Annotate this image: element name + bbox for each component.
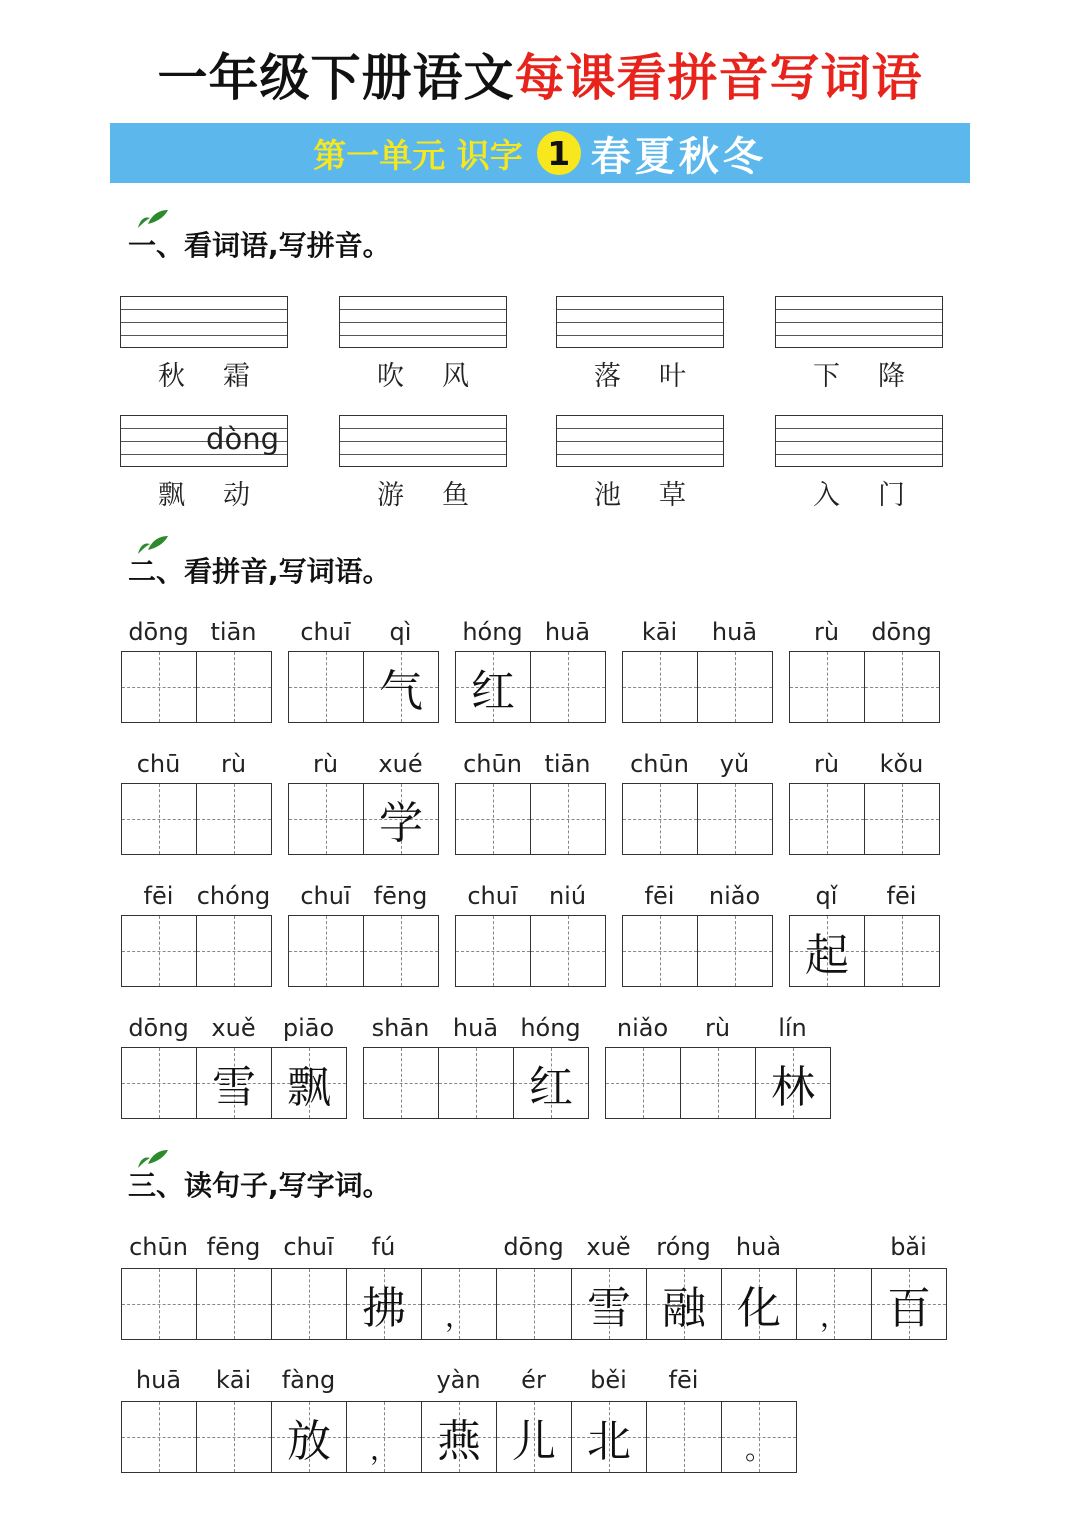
pinyin-syllable: hóng [520,1014,581,1042]
character-grid [121,783,272,855]
pinyin-row [455,618,605,646]
pinyin-syllable: qì [389,618,412,646]
punctuation-mark: ， [819,1300,848,1333]
guide-line [234,1402,235,1472]
writing-cell[interactable] [531,916,606,986]
given-character: 放 [287,1416,331,1467]
writing-cell[interactable] [865,784,940,854]
word-characters [775,473,943,512]
writing-cell[interactable] [790,916,865,986]
pinyin-syllable: chūn [630,750,689,778]
guide-line [902,916,903,986]
guide-line [159,1269,160,1339]
pinyin-syllable: rù [220,750,247,778]
given-character: 燕 [437,1416,481,1467]
writing-cell[interactable] [531,652,606,722]
section-3-title: 三、读句子,写字词。 [128,1169,391,1202]
given-character: 红 [529,1062,573,1113]
pinyin-row [288,750,438,778]
guide-line [234,1269,235,1339]
ruled-line [121,322,287,323]
writing-cell[interactable] [456,652,531,722]
character-grid [622,651,773,723]
writing-cell[interactable] [623,784,698,854]
pinyin-writing-box[interactable] [775,296,943,348]
pinyin-syllable: fēng [206,1233,261,1261]
guide-line [309,1269,310,1339]
sentence-grid [121,1401,797,1473]
pinyin-syllable: rù [312,750,339,778]
writing-cell[interactable] [531,784,606,854]
ruled-line [340,454,506,455]
ruled-line [557,335,723,336]
guide-line [718,1048,719,1118]
pinyin-row [455,882,605,910]
character-grid [789,783,940,855]
pinyin-syllable: huā [135,1366,182,1394]
guide-line [643,1048,644,1118]
pinyin-syllable [346,1366,421,1394]
writing-cell[interactable] [698,916,773,986]
unit-label: 第一单元 识字 [313,135,523,175]
word-characters [556,473,724,512]
guide-line [902,652,903,722]
lesson-title: 春夏秋冬 [590,133,767,180]
pinyin-syllable: qǐ [815,882,838,910]
writing-cell[interactable] [289,916,364,986]
pinyin-syllable: xuě [211,1014,256,1042]
pinyin-syllable: chuī [300,618,351,646]
writing-cell[interactable] [865,652,940,722]
guide-line [234,784,235,854]
writing-cell[interactable] [790,784,865,854]
pinyin-writing-box[interactable] [120,415,288,467]
ruled-line [340,309,506,310]
writing-cell[interactable] [289,652,364,722]
writing-cell[interactable] [872,1269,947,1339]
guide-line [234,916,235,986]
character-grid [622,915,773,987]
page-title [0,38,1080,110]
given-character: 儿 [512,1416,556,1467]
pinyin-syllable: huà [735,1233,782,1261]
ruled-line [340,335,506,336]
character: 门 [878,480,905,511]
pinyin-syllable: piāo [282,1014,335,1042]
pinyin-syllable: ér [521,1366,546,1394]
pinyin-syllable [421,1233,496,1261]
writing-cell[interactable] [623,916,698,986]
guide-line [660,652,661,722]
section-1-title: 一、看词语,写拼音。 [128,229,391,262]
writing-cell[interactable] [289,784,364,854]
pinyin-row [789,750,939,778]
pinyin-syllable: fēng [373,882,428,910]
pinyin-syllable: niǎo [616,1014,669,1042]
pinyin-syllable: chuī [300,882,351,910]
writing-cell[interactable] [572,1269,647,1339]
guide-line [493,916,494,986]
ruled-line [121,335,287,336]
pinyin-row [121,750,271,778]
guide-line [159,1402,160,1472]
writing-cell[interactable] [647,1269,722,1339]
character: 动 [223,480,250,511]
pinyin-syllable: hóng [462,618,523,646]
pinyin-row [121,1233,946,1261]
pinyin-writing-box[interactable] [120,296,288,348]
pinyin-writing-box[interactable] [339,296,507,348]
pinyin-row [288,882,438,910]
pinyin-syllable: niú [548,882,587,910]
punctuation-mark: ， [444,1300,473,1333]
writing-cell[interactable] [572,1402,647,1472]
pinyin-syllable: xué [378,750,423,778]
pinyin-writing-box[interactable] [339,415,507,467]
character-grid [455,651,606,723]
character: 霜 [223,361,250,392]
writing-cell[interactable] [606,1048,681,1118]
ruled-line [557,428,723,429]
writing-cell[interactable] [272,1402,347,1472]
word-characters [339,473,507,512]
lesson-number-badge: 1 [537,131,581,175]
pinyin-syllable: rù [813,750,840,778]
guide-line [534,1269,535,1339]
pinyin-row [789,882,939,910]
writing-cell[interactable] [756,1048,831,1118]
pinyin-syllable: fēi [644,882,675,910]
character: 秋 [158,361,185,392]
writing-cell[interactable] [272,1048,347,1118]
section-2-title: 二、看拼音,写词语。 [128,555,391,588]
guide-line [735,652,736,722]
guide-line [735,784,736,854]
pinyin-row [622,882,772,910]
writing-cell[interactable] [497,1269,572,1339]
ruled-line [776,441,942,442]
character: 鱼 [442,480,469,511]
guide-line [660,784,661,854]
writing-cell[interactable] [197,1048,272,1118]
writing-cell[interactable] [272,1269,347,1339]
character: 游 [377,480,404,511]
pinyin-syllable: chūn [129,1233,188,1261]
guide-line [326,652,327,722]
ruled-line [557,309,723,310]
writing-cell[interactable] [122,1402,197,1472]
character-grid [121,1047,347,1119]
writing-cell[interactable] [197,1402,272,1472]
character-grid [121,651,272,723]
ruled-line [340,428,506,429]
pinyin-syllable: róng [656,1233,711,1261]
writing-cell[interactable] [797,1269,872,1339]
pinyin-syllable: chūn [463,750,522,778]
pinyin-row [288,618,438,646]
writing-cell[interactable] [647,1402,722,1472]
character: 风 [442,361,469,392]
pinyin-row [622,750,772,778]
given-character: 学 [379,798,423,849]
guide-line [159,1048,160,1118]
given-character: 气 [379,666,423,717]
character: 降 [878,361,905,392]
character-grid [288,651,439,723]
writing-cell[interactable] [197,1269,272,1339]
pinyin-syllable: yǔ [719,750,750,778]
writing-cell[interactable] [722,1269,797,1339]
pinyin-syllable: dōng [128,1014,189,1042]
writing-cell[interactable] [681,1048,756,1118]
ruled-line [776,454,942,455]
given-character: 红 [471,666,515,717]
guide-line [684,1402,685,1472]
given-character: 飘 [287,1062,331,1113]
writing-cell[interactable] [122,1269,197,1339]
pinyin-syllable: kāi [641,618,678,646]
guide-line [476,1048,477,1118]
writing-cell[interactable] [422,1402,497,1472]
pinyin-syllable: bǎi [890,1233,927,1261]
pinyin-syllable: kāi [215,1366,252,1394]
guide-line [827,652,828,722]
given-character: 化 [737,1283,781,1334]
title-part-1: 一年级下册语文 [157,49,515,107]
pinyin-row [121,618,271,646]
writing-cell[interactable] [497,1402,572,1472]
character: 草 [659,480,686,511]
given-character: 雪 [587,1283,631,1334]
writing-cell[interactable] [122,784,197,854]
pinyin-row [121,882,271,910]
character-grid [789,651,940,723]
word-characters [775,354,943,393]
ruled-line [340,322,506,323]
ruled-line [557,441,723,442]
ruled-line [776,322,942,323]
pinyin-row [121,1014,346,1042]
character: 入 [813,480,840,511]
pinyin-syllable: tiān [544,750,591,778]
guide-line [735,916,736,986]
writing-cell[interactable] [790,652,865,722]
pinyin-syllable: dōng [871,618,932,646]
writing-cell[interactable] [422,1269,497,1339]
writing-cell[interactable] [514,1048,589,1118]
writing-cell[interactable] [364,1048,439,1118]
character: 吹 [377,361,404,392]
pinyin-syllable: fú [371,1233,396,1261]
writing-cell[interactable] [623,652,698,722]
character: 落 [594,361,621,392]
character-grid [605,1047,831,1119]
title-part-2: 每课看拼音写词语 [514,49,923,107]
guide-line [660,916,661,986]
guide-line [159,916,160,986]
given-character: 雪 [212,1062,256,1113]
pinyin-syllable: huā [711,618,758,646]
writing-cell[interactable] [456,916,531,986]
ruled-line [776,309,942,310]
writing-cell[interactable] [722,1402,797,1472]
pinyin-syllable: lín [778,1014,807,1042]
writing-cell[interactable] [197,916,272,986]
pinyin-writing-box[interactable] [556,415,724,467]
ruled-line [340,441,506,442]
pinyin-writing-box[interactable] [775,415,943,467]
writing-cell[interactable] [865,916,940,986]
writing-cell[interactable] [439,1048,514,1118]
pinyin-row [121,1366,796,1394]
ruled-line [121,309,287,310]
guide-line [159,784,160,854]
writing-cell[interactable] [122,916,197,986]
writing-cell[interactable] [364,916,439,986]
pinyin-syllable: chuī [467,882,518,910]
writing-cell[interactable] [197,652,272,722]
pinyin-row [605,1014,830,1042]
pinyin-syllable: huā [544,618,591,646]
pinyin-syllable: fēi [886,882,917,910]
given-character: 百 [887,1283,931,1334]
guide-line [401,1048,402,1118]
guide-line [568,916,569,986]
pinyin-syllable: chuī [283,1233,334,1261]
character-grid [455,783,606,855]
punctuation-mark: ， [369,1433,398,1466]
guide-line [159,652,160,722]
pinyin-syllable: chóng [196,882,271,910]
pinyin-syllable: chū [136,750,181,778]
character-grid [288,915,439,987]
given-character: 融 [662,1283,706,1334]
given-character: 拂 [362,1283,406,1334]
pinyin-syllable: yàn [436,1366,481,1394]
punctuation-mark: 。 [744,1433,773,1466]
ruled-line [776,428,942,429]
pinyin-syllable: tiān [210,618,257,646]
given-character: 林 [771,1062,815,1113]
pinyin-writing-box[interactable] [556,296,724,348]
character: 飘 [158,480,185,511]
pinyin-syllable: rù [704,1014,731,1042]
ruled-line [557,322,723,323]
writing-cell[interactable] [347,1402,422,1472]
pinyin-syllable [721,1366,796,1394]
writing-cell[interactable] [456,784,531,854]
pinyin-syllable [796,1233,871,1261]
given-character: 起 [805,930,849,981]
character-grid [363,1047,589,1119]
guide-line [493,784,494,854]
pinyin-row [363,1014,588,1042]
pinyin-syllable: xuě [586,1233,631,1261]
unit-banner [110,123,970,183]
writing-cell[interactable] [364,652,439,722]
writing-cell[interactable] [122,652,197,722]
guide-line [326,784,327,854]
guide-line [326,916,327,986]
guide-line [234,652,235,722]
pinyin-syllable: dōng [503,1233,564,1261]
guide-line [902,784,903,854]
pinyin-row [789,618,939,646]
character: 池 [594,480,621,511]
character: 叶 [659,361,686,392]
pinyin-row [455,750,605,778]
writing-cell[interactable] [122,1048,197,1118]
ruled-line [776,335,942,336]
pinyin-answer: dòng [206,422,279,456]
given-character: 北 [587,1416,631,1467]
character-grid [288,783,439,855]
pinyin-syllable: fàng [281,1366,336,1394]
word-characters [556,354,724,393]
pinyin-syllable: kǒu [879,750,924,778]
sentence-grid [121,1268,947,1340]
pinyin-syllable: dōng [128,618,189,646]
writing-cell[interactable] [347,1269,422,1339]
writing-cell[interactable] [698,652,773,722]
guide-line [827,784,828,854]
guide-line [568,652,569,722]
character: 下 [813,361,840,392]
writing-cell[interactable] [364,784,439,854]
pinyin-syllable: huā [452,1014,499,1042]
ruled-line [557,454,723,455]
writing-cell[interactable] [197,784,272,854]
pinyin-row [622,618,772,646]
character-grid [789,915,940,987]
writing-cell[interactable] [698,784,773,854]
pinyin-syllable: shān [371,1014,430,1042]
pinyin-syllable: běi [590,1366,627,1394]
word-characters [339,354,507,393]
character-grid [622,783,773,855]
word-characters [120,473,288,512]
pinyin-syllable: niǎo [708,882,761,910]
character-grid [121,915,272,987]
pinyin-syllable: fēi [668,1366,699,1394]
pinyin-syllable: rù [813,618,840,646]
word-characters [120,354,288,393]
guide-line [401,916,402,986]
pinyin-syllable: fēi [143,882,174,910]
character-grid [455,915,606,987]
guide-line [568,784,569,854]
